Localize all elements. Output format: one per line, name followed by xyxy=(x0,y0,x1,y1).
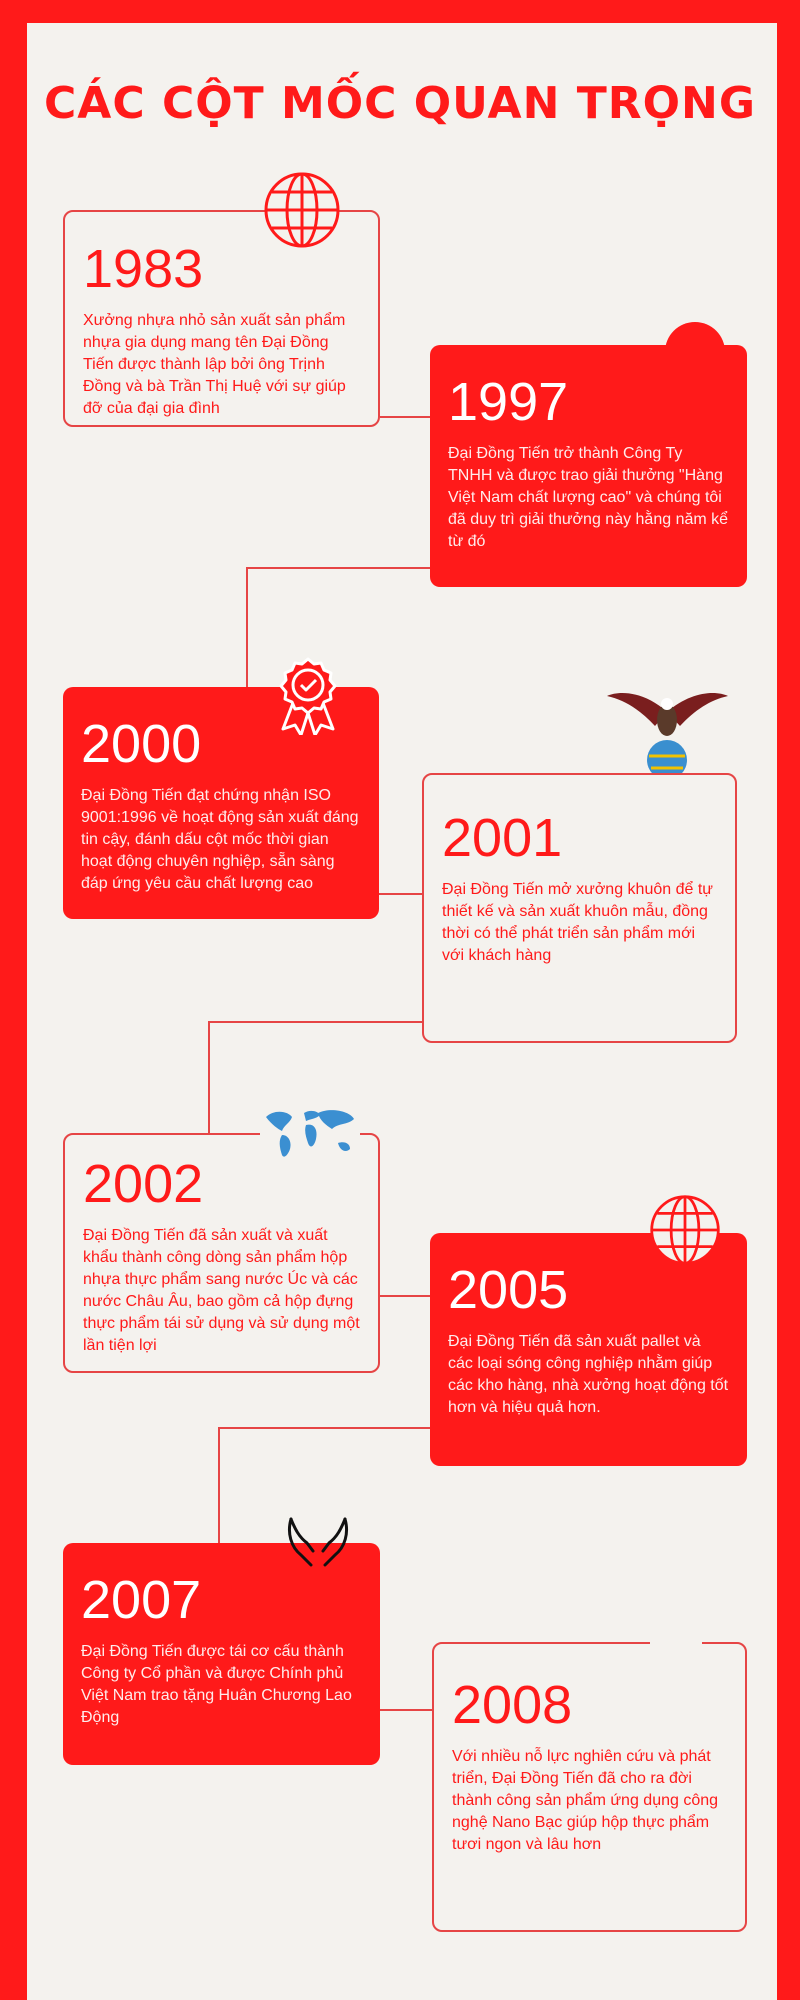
globe-icon xyxy=(262,170,342,250)
eagle-globe-icon xyxy=(605,682,730,782)
milestone-year: 1997 xyxy=(448,372,569,432)
milestone-description: Đại Đồng Tiến đạt chứng nhận ISO 9001:1996 về hoạt động sản xuất đáng tin cậy, đánh dấu cột mốc thời gian hoạt động chuyên nghiệp, sẵn sàng đáp ứng yêu cầu chất lượng cao xyxy=(81,787,359,892)
globe-icon xyxy=(648,1193,722,1267)
milestone-card-2001 xyxy=(422,773,737,1043)
award-ribbon-icon xyxy=(275,655,341,735)
connector-line xyxy=(378,893,422,895)
milestone-description: Đại Đồng Tiến mở xưởng khuôn để tự thiết kế và sản xuất khuôn mẫu, đồng thời có thể phát triển sản phẩm mới với khách hàng xyxy=(442,881,713,964)
milestone-year: 2001 xyxy=(442,808,563,868)
world-map-icon xyxy=(260,1103,360,1163)
milestone-year: 2002 xyxy=(83,1154,204,1214)
connector-line xyxy=(246,567,248,687)
connector-line xyxy=(380,416,430,418)
milestone-description: Xưởng nhựa nhỏ sản xuất sản phẩm nhựa gia dụng mang tên Đại Đồng Tiến được thành lập bởi ông Trịnh Đồng và bà Trần Thị Huệ với sự giúp đỡ của đại gia đình xyxy=(83,312,346,417)
border-gap xyxy=(650,1638,702,1646)
connector-line xyxy=(246,567,430,569)
milestone-description: Với nhiều nỗ lực nghiên cứu và phát triển, Đại Đồng Tiến đã cho ra đời thành công sản phẩm ứng dụng công nghệ Nano Bạc giúp hộp thực phẩm tươi ngon và lâu hơn xyxy=(452,1748,719,1853)
milestone-description: Đại Đồng Tiến trở thành Công Ty TNHH và được trao giải thưởng "Hàng Việt Nam chất lượng cao" và chúng tôi đã duy trì giải thưởng này hằng năm kể từ đó xyxy=(448,445,729,550)
connector-line xyxy=(218,1427,432,1429)
milestone-description: Đại Đồng Tiến đã sản xuất và xuất khẩu thành công dòng sản phẩm hộp nhựa thực phẩm sang nước Úc và các nước Châu Âu, bao gồm cả hộp đựng thực phẩm tái sử dụng và sử dụng một lần tiện lợi xyxy=(83,1227,360,1354)
milestone-year: 2005 xyxy=(448,1260,569,1320)
connector-line xyxy=(380,1295,432,1297)
hands-icon xyxy=(285,1515,351,1571)
milestone-year: 2008 xyxy=(452,1675,573,1735)
milestone-card-2002 xyxy=(63,1133,380,1373)
connector-line xyxy=(218,1427,220,1543)
milestone-card-2008 xyxy=(432,1642,747,1932)
milestone-year: 2007 xyxy=(81,1570,202,1630)
milestone-year: 1983 xyxy=(83,239,204,299)
milestone-card-1997 xyxy=(430,345,747,587)
milestone-year: 2000 xyxy=(81,714,202,774)
milestone-card-2005 xyxy=(430,1233,747,1466)
connector-line xyxy=(378,1709,432,1711)
milestone-description: Đại Đồng Tiến được tái cơ cấu thành Công ty Cổ phần và được Chính phủ Việt Nam trao tặng Huân Chương Lao Động xyxy=(81,1643,352,1726)
connector-line xyxy=(208,1021,422,1023)
milestone-description: Đại Đồng Tiến đã sản xuất pallet và các loại sóng công nghiệp nhằm giúp các kho hàng, nhà xưởng hoạt động tốt hơn và hiệu quả hơn. xyxy=(448,1333,729,1416)
milestone-card-2007 xyxy=(63,1543,380,1765)
connector-line xyxy=(208,1021,210,1136)
page-title: CÁC CỘT MỐC QUAN TRỌNG xyxy=(44,78,756,129)
